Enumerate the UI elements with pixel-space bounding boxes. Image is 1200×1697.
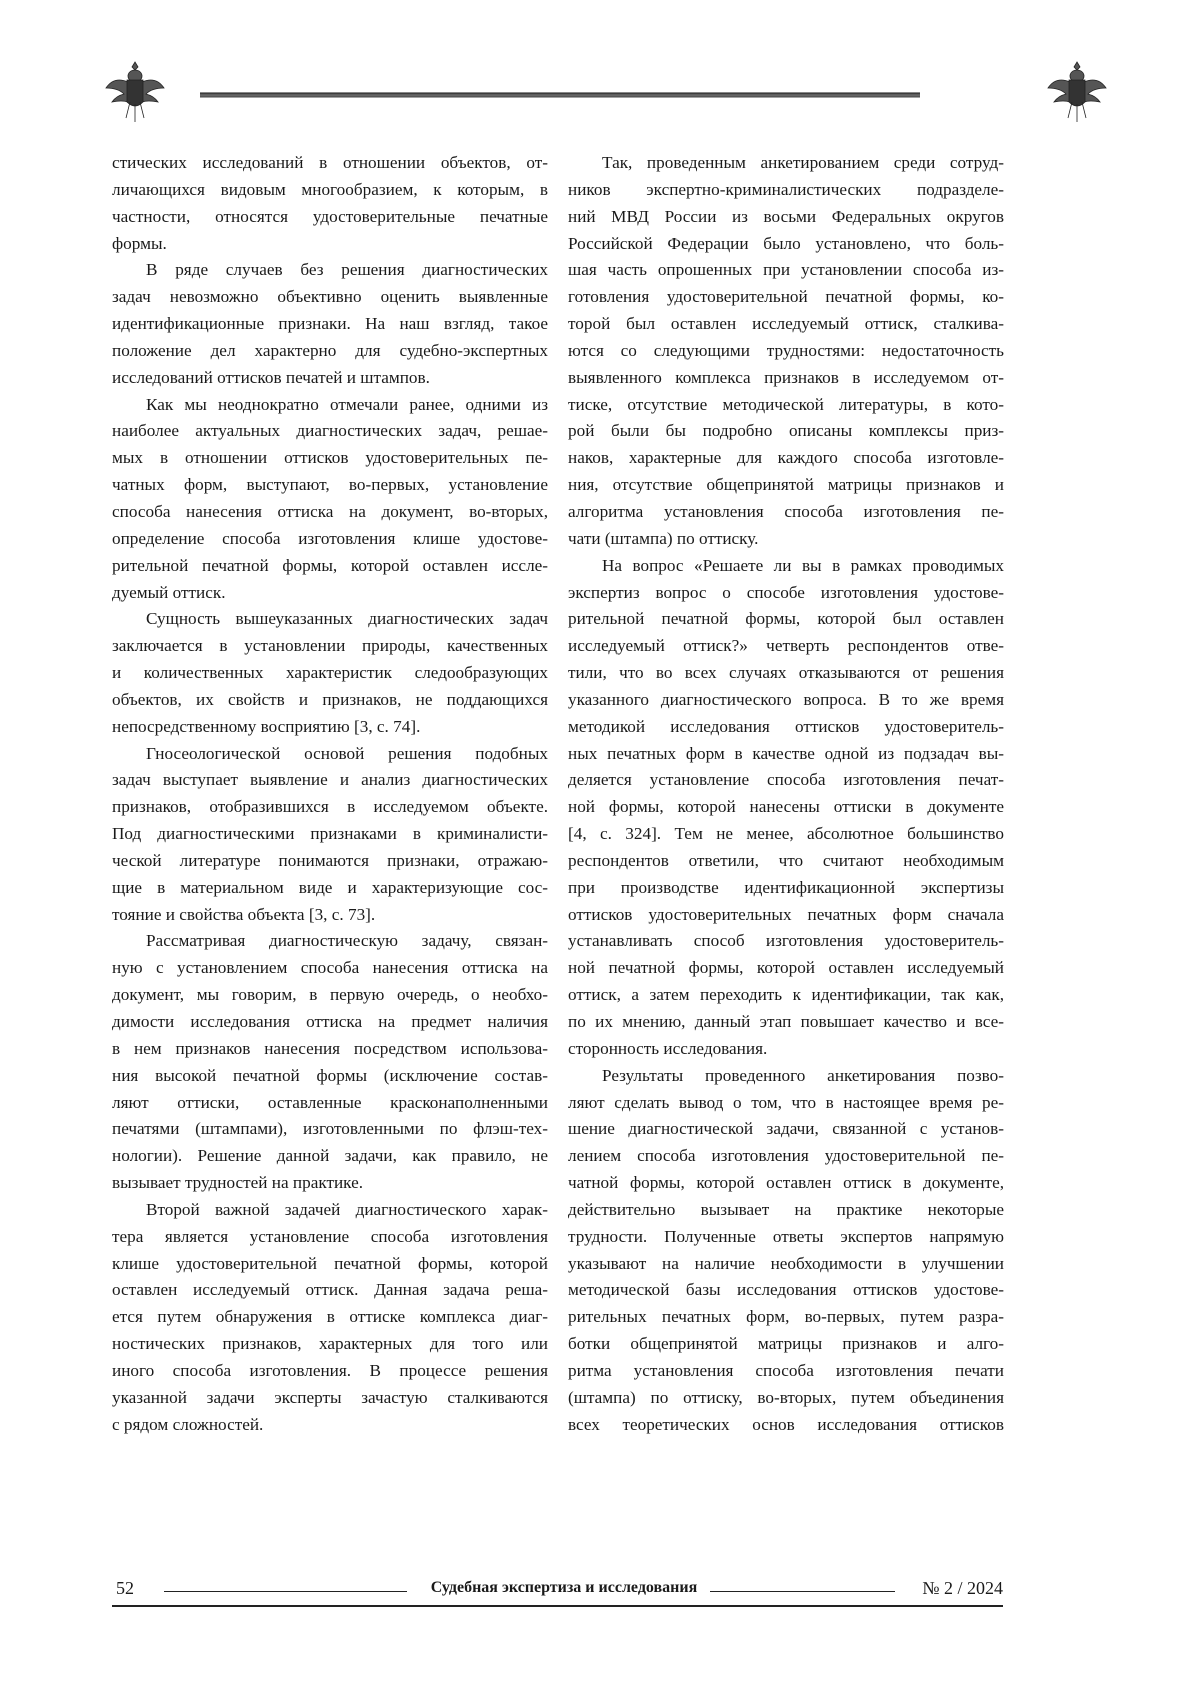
text-line: В ряде случаев без решения диагностических — [112, 257, 548, 284]
text-line: рой были бы подробно описаны комплексы приз- — [568, 418, 1004, 445]
text-line: ляют сделать вывод о том, что в настоящее время ре- — [568, 1090, 1004, 1117]
text-line: чатной формы, которой оставлен оттиск в документе, — [568, 1170, 1004, 1197]
text-line: указанной задачи эксперты зачастую сталкиваются — [112, 1385, 548, 1412]
text-line: оставлен исследуемый оттиск. Данная задача реша- — [112, 1277, 548, 1304]
text-line: устанавливать способ изготовления удостоверитель- — [568, 928, 1004, 955]
issue-number: № 2 / 2024 — [922, 1578, 1003, 1599]
journal-title: Судебная экспертиза и исследования — [419, 1579, 709, 1597]
text-line: шая часть опрошенных при установлении способа из- — [568, 257, 1004, 284]
text-line: деляется установление способа изготовления печат- — [568, 767, 1004, 794]
text-line: личающихся видовым многообразием, к которым, в — [112, 177, 548, 204]
footer-rule-right — [710, 1591, 895, 1592]
text-line: ной печатной формы, которой оставлен исследуемый — [568, 955, 1004, 982]
text-line: Как мы неоднократно отмечали ранее, одними из — [112, 392, 548, 419]
text-line: заключается в установлении природы, качественных — [112, 633, 548, 660]
text-line: торой был оставлен исследуемый оттиск, сталкива- — [568, 311, 1004, 338]
text-line: идентификационные признаки. На наш взгляд, такое — [112, 311, 548, 338]
text-line: исследований оттисков печатей и штампов. — [112, 365, 548, 392]
text-line: лением способа изготовления удостоверительной пе- — [568, 1143, 1004, 1170]
text-line: задач невозможно объективно оценить выявленные — [112, 284, 548, 311]
mvd-emblem-icon — [1046, 58, 1108, 124]
text-line: ния, отсутствие общепринятой матрицы признаков и — [568, 472, 1004, 499]
text-line: и количественных характеристик следообразующих — [112, 660, 548, 687]
text-line: ников экспертно-криминалистических подразделе- — [568, 177, 1004, 204]
text-line: указывают на наличие необходимости в улучшении — [568, 1251, 1004, 1278]
text-line: действительно вызывает на практике некоторые — [568, 1197, 1004, 1224]
text-line: вызывает трудностей на практике. — [112, 1170, 548, 1197]
text-line: ний МВД России из восьми Федеральных округов — [568, 204, 1004, 231]
page-number: 52 — [116, 1578, 134, 1599]
text-line: Второй важной задачей диагностического харак- — [112, 1197, 548, 1224]
text-line: наиболее актуальных диагностических задач, решае- — [112, 418, 548, 445]
text-line: всех теоретических основ исследования оттисков — [568, 1412, 1004, 1439]
text-line: чатных форм, выступают, во-первых, установление — [112, 472, 548, 499]
text-line: клише удостоверительной печатной формы, которой — [112, 1251, 548, 1278]
text-line: методической базы исследования оттисков удостове- — [568, 1277, 1004, 1304]
text-line: ных печатных форм в качестве одной из подзадач вы- — [568, 741, 1004, 768]
text-line: при производстве идентификационной экспертизы — [568, 875, 1004, 902]
text-line: стических исследований в отношении объектов, от- — [112, 150, 548, 177]
text-line: способа нанесения оттиска на документ, во-вторых, — [112, 499, 548, 526]
text-line: ляют оттиски, оставленные красконаполненными — [112, 1090, 548, 1117]
text-line: частности, относятся удостоверительные печатные — [112, 204, 548, 231]
text-line: признаков, отобразившихся в исследуемом объекте. — [112, 794, 548, 821]
paragraph — [568, 150, 1004, 553]
text-line: респондентов ответили, что считают необходимым — [568, 848, 1004, 875]
text-line: объектов, их свойств и признаков, не поддающихся — [112, 687, 548, 714]
text-line: ются со следующими трудностями: недостаточность — [568, 338, 1004, 365]
text-line: документ, мы говорим, в первую очередь, о необхо- — [112, 982, 548, 1009]
text-line: Под диагностическими признаками в криминалисти- — [112, 821, 548, 848]
text-line: ческой литературе понимаются признаки, отражаю- — [112, 848, 548, 875]
paragraph — [568, 1063, 1004, 1439]
text-line: Сущность вышеуказанных диагностических задач — [112, 606, 548, 633]
text-line: рительной печатной формы, которой оставлен иссле- — [112, 553, 548, 580]
text-line: печатями (штампами), изготовленными по флэш-тех- — [112, 1116, 548, 1143]
text-line: [4, с. 324]. Тем не менее, абсолютное большинство — [568, 821, 1004, 848]
text-line: наков, характерные для каждого способа изготовле- — [568, 445, 1004, 472]
text-line: Гносеологической основой решения подобных — [112, 741, 548, 768]
text-line: положение дел характерно для судебно-экспертных — [112, 338, 548, 365]
paragraph — [568, 553, 1004, 1063]
text-line: методикой исследования оттисков удостоверитель- — [568, 714, 1004, 741]
text-line: тояние и свойства объекта [3, с. 73]. — [112, 902, 548, 929]
paragraph — [112, 392, 548, 607]
text-line: алгоритма установления способа изготовления пе- — [568, 499, 1004, 526]
text-line: Рассматривая диагностическую задачу, связан- — [112, 928, 548, 955]
text-line: ностических признаков, характерных для того или — [112, 1331, 548, 1358]
text-line: тиске, отсутствие методической литературы, в кото- — [568, 392, 1004, 419]
paragraph — [112, 1197, 548, 1439]
page-footer — [112, 1578, 1003, 1604]
text-line: ной формы, которой нанесены оттиски в документе — [568, 794, 1004, 821]
text-line: иного способа изготовления. В процессе решения — [112, 1358, 548, 1385]
paragraph — [112, 150, 548, 257]
mvd-emblem-icon — [104, 58, 166, 124]
text-line: димости исследования оттиска на предмет наличия — [112, 1009, 548, 1036]
text-line: На вопрос «Решаете ли вы в рамках проводимых — [568, 553, 1004, 580]
text-line: Так, проведенным анкетированием среди сотруд- — [568, 150, 1004, 177]
text-line: непосредственному восприятию [3, с. 74]. — [112, 714, 548, 741]
text-line: в нем признаков нанесения посредством использова- — [112, 1036, 548, 1063]
text-line: шение диагностической задачи, связанной с установ- — [568, 1116, 1004, 1143]
text-line: указанного диагностического вопроса. В то же время — [568, 687, 1004, 714]
text-line: (штампа) по оттиску, во-вторых, путем объединения — [568, 1385, 1004, 1412]
text-line: ния высокой печатной формы (исключение состав- — [112, 1063, 548, 1090]
text-line: тили, что во всех случаях отказываются от решения — [568, 660, 1004, 687]
text-line: определение способа изготовления клише удостове- — [112, 526, 548, 553]
footer-bottom-rule — [112, 1605, 1003, 1607]
paragraph — [112, 928, 548, 1196]
header-rule — [200, 92, 920, 98]
paragraph — [112, 606, 548, 740]
text-line: нологии). Решение данной задачи, как правило, не — [112, 1143, 548, 1170]
text-line: с рядом сложностей. — [112, 1412, 548, 1439]
text-line: ную с установлением способа нанесения оттиска на — [112, 955, 548, 982]
text-line: рительной печатной формы, которой был оставлен — [568, 606, 1004, 633]
text-line: ботки общепринятой матрицы признаков и алго- — [568, 1331, 1004, 1358]
text-column-left — [112, 150, 548, 1439]
text-line: готовления удостоверительной печатной формы, ко- — [568, 284, 1004, 311]
text-line: оттисков удостоверительных печатных форм сначала — [568, 902, 1004, 929]
text-line: задач выступает выявление и анализ диагностических — [112, 767, 548, 794]
text-line: дуемый оттиск. — [112, 580, 548, 607]
text-line: трудности. Полученные ответы экспертов напрямую — [568, 1224, 1004, 1251]
text-line: по их мнению, данный этап повышает качество и все- — [568, 1009, 1004, 1036]
paragraph — [112, 741, 548, 929]
text-line: рительных печатных форм, во-первых, путем разра- — [568, 1304, 1004, 1331]
text-line: оттиск, а затем переходить к идентификации, так как, — [568, 982, 1004, 1009]
text-line: сторонность исследования. — [568, 1036, 1004, 1063]
text-line: Результаты проведенного анкетирования позво- — [568, 1063, 1004, 1090]
text-line: ритма установления способа изготовления печати — [568, 1358, 1004, 1385]
footer-rule-left — [164, 1591, 407, 1592]
text-line: мых в отношении оттисков удостоверительных пе- — [112, 445, 548, 472]
text-column-right — [568, 150, 1004, 1439]
text-line: экспертиз вопрос о способе изготовления удостове- — [568, 580, 1004, 607]
text-line: чати (штампа) по оттиску. — [568, 526, 1004, 553]
text-line: щие в материальном виде и характеризующие сос- — [112, 875, 548, 902]
text-line: тера является установление способа изготовления — [112, 1224, 548, 1251]
text-line: исследуемый оттиск?» четверть респондентов отве- — [568, 633, 1004, 660]
text-line: выявленного комплекса признаков в исследуемом от- — [568, 365, 1004, 392]
paragraph — [112, 257, 548, 391]
text-line: ется путем обнаружения в оттиске комплекса диаг- — [112, 1304, 548, 1331]
text-line: Российской Федерации было установлено, что боль- — [568, 231, 1004, 258]
text-line: формы. — [112, 231, 548, 258]
